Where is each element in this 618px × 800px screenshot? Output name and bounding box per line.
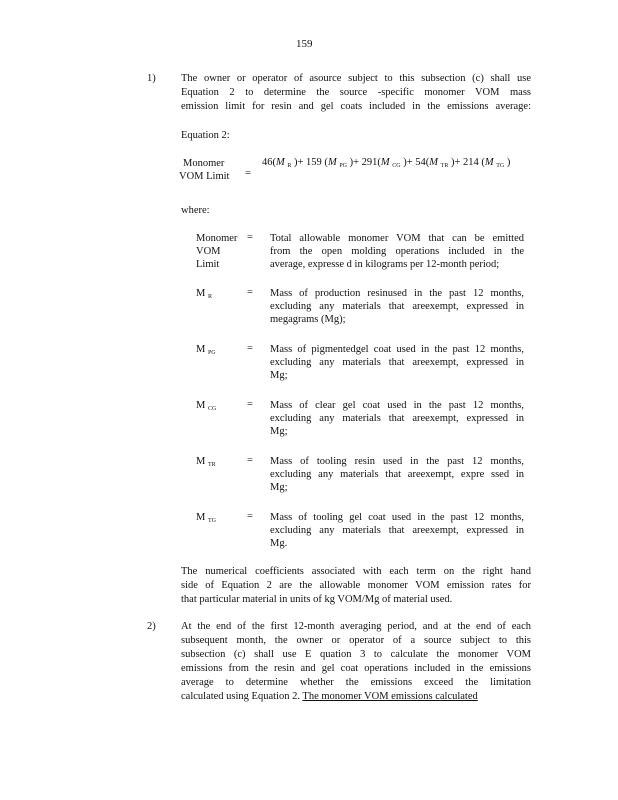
equation-label: Equation 2:: [181, 130, 230, 141]
paragraph-line: side of Equation 2 are the allowable monomer VOM emission rates for: [181, 580, 531, 591]
paragraph-line: At the end of the first 12-month averaging period, and at the end of each: [181, 621, 531, 632]
paragraph-line: emissions from the resin and gel coat operations included in the emissions: [181, 663, 531, 674]
paragraph-line: emission limit for resin and gel coats included in the emissions average:: [181, 101, 531, 112]
item-number-2: 2): [147, 621, 156, 632]
definition-term-mr: M $_R$: [196, 288, 212, 300]
equation-lhs-line: VOM Limit: [179, 171, 230, 182]
definition-text: [270, 455, 524, 494]
coefficients-note: [181, 565, 531, 607]
equation-rhs: 46(M $_R$ )+ 159 (M $_{PG}$ )+ 291(M $_{CG}$ )+ 54(M $_{TR}$ )+ 214 (M $_{TG}$ ): [262, 157, 511, 169]
paragraph-line-last: [181, 690, 531, 704]
definition-line: Total allowable monomer VOM that can be emitted: [270, 233, 524, 244]
equation-lhs: [179, 157, 230, 183]
paragraph-line: subsection (c) shall use E quation 3 to calculate the monomer VOM: [181, 649, 531, 660]
item-2-paragraph: [181, 620, 531, 704]
paragraph-line-text: calculated using Equation 2.: [181, 691, 300, 702]
item-1-paragraph: [181, 72, 531, 114]
definition-line: Mass of tooling gel coat used in the past 12 months,: [270, 512, 524, 523]
definition-text: [270, 511, 524, 550]
definition-line: Mg;: [270, 426, 288, 437]
paragraph-line: subsequent month, the owner or operator of a source subject to this: [181, 635, 531, 646]
definition-line: excluding any materials that areexempt, expre ssed in: [270, 469, 524, 480]
definition-line: Mg;: [270, 482, 288, 493]
item-number-1: 1): [147, 73, 156, 84]
definition-text: [270, 399, 524, 438]
definition-line: excluding any materials that areexempt, expressed in: [270, 413, 524, 424]
definition-line: Mass of clear gel coat used in the past 12 months,: [270, 400, 524, 411]
paragraph-line: The numerical coefficients associated with each term on the right hand: [181, 566, 531, 577]
definition-term-mtg: M $_{TG}$: [196, 512, 216, 524]
definition-line: from the open molding operations included in the: [270, 246, 524, 257]
equation-equals: =: [245, 168, 251, 179]
term-line: VOM: [196, 246, 221, 257]
definition-text: [270, 287, 524, 326]
definition-line: excluding any materials that areexempt, expressed in: [270, 301, 524, 312]
definition-equals: =: [247, 232, 253, 243]
definition-term-mtr: M $_{TR}$: [196, 456, 216, 468]
definition-line: megagrams (Mg);: [270, 314, 346, 325]
paragraph-line: Equation 2 to determine the source -specific monomer VOM mass: [181, 87, 531, 98]
paragraph-line: average to determine whether the emissions exceed the limitation: [181, 677, 531, 688]
definition-equals: =: [247, 511, 253, 522]
where-label: where:: [181, 205, 210, 216]
definition-text: [270, 232, 524, 271]
definition-equals: =: [247, 343, 253, 354]
definition-term-mpg: M $_{PG}$: [196, 344, 216, 356]
definition-line: Mg.: [270, 538, 288, 549]
term-line: Limit: [196, 259, 220, 270]
definition-line: excluding any materials that areexempt, expressed in: [270, 525, 524, 536]
underlined-amendment-text: The monomer VOM emissions calculated: [302, 691, 478, 702]
definition-equals: =: [247, 455, 253, 466]
definition-line: average, expresse d in kilograms per 12-month period;: [270, 259, 500, 270]
definition-equals: =: [247, 287, 253, 298]
page-number: 159: [296, 38, 313, 50]
definition-text: [270, 343, 524, 382]
definition-equals: =: [247, 399, 253, 410]
paragraph-line: The owner or operator of asource subject to this subsection (c) shall use: [181, 73, 531, 84]
paragraph-line: that particular material in units of kg VOM/Mg of material used.: [181, 594, 453, 605]
definition-line: excluding any materials that areexempt, expressed in: [270, 357, 524, 368]
term-line: Monomer: [196, 233, 238, 244]
definition-line: Mass of pigmentedgel coat used in the past 12 months,: [270, 344, 524, 355]
definition-line: Mg;: [270, 370, 288, 381]
definition-term-mcg: M $_{CG}$: [196, 400, 217, 412]
definition-line: Mass of production resinused in the past 12 months,: [270, 288, 524, 299]
equation-lhs-line: Monomer: [183, 158, 225, 169]
definition-line: Mass of tooling resin used in the past 12 months,: [270, 456, 524, 467]
definition-term-monomer-vom-limit: [196, 232, 237, 271]
